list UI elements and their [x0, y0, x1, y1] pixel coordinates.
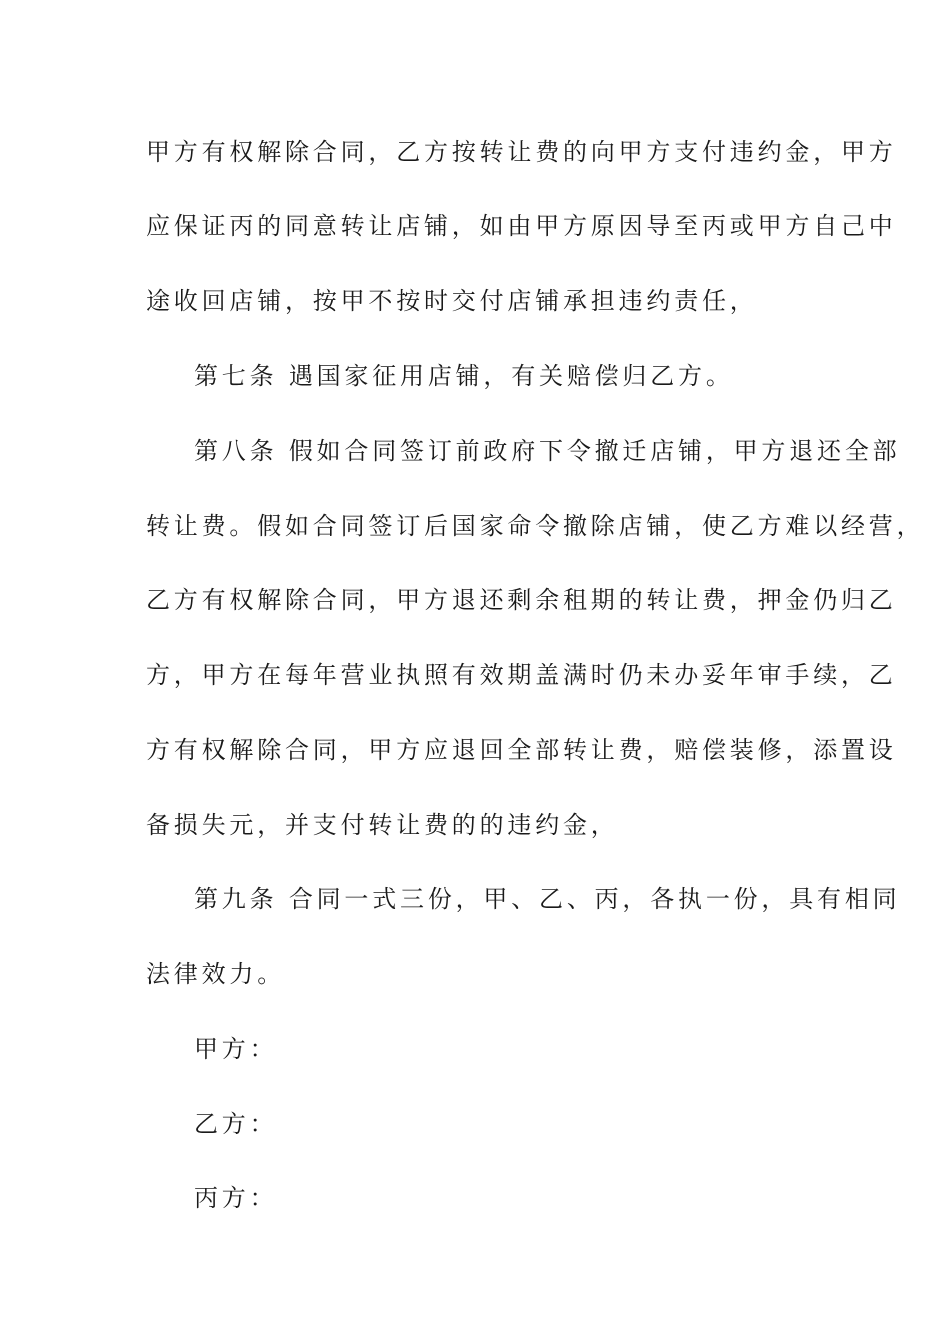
body-line: 法律效力。	[146, 960, 285, 988]
body-line: 方有权解除合同，甲方应退回全部转让费，赔偿装修，添置设	[146, 736, 897, 764]
signature-party-c: 丙方：	[194, 1184, 278, 1212]
article-8: 第八条 假如合同签订前政府下令撤迁店铺，甲方退还全部	[194, 437, 901, 465]
signature-party-b: 乙方：	[194, 1110, 278, 1138]
body-line: 乙方有权解除合同，甲方退还剩余租期的转让费，押金仍归乙	[146, 586, 897, 614]
body-line: 应保证丙的同意转让店铺，如由甲方原因导至丙或甲方自己中	[146, 212, 897, 240]
body-line: 甲方有权解除合同，乙方按转让费的向甲方支付违约金，甲方	[146, 138, 897, 166]
body-line: 转让费。假如合同签订后国家命令撤除店铺，使乙方难以经营，	[146, 512, 925, 540]
body-line: 方，甲方在每年营业执照有效期盖满时仍未办妥年审手续，乙	[146, 661, 897, 689]
body-line: 备损失元，并支付转让费的的违约金，	[146, 811, 619, 839]
body-line: 途收回店铺，按甲不按时交付店铺承担违约责任，	[146, 287, 758, 315]
article-7: 第七条 遇国家征用店铺，有关赔偿归乙方。	[194, 362, 734, 390]
article-9: 第九条 合同一式三份，甲、乙、丙，各执一份，具有相同	[194, 885, 901, 913]
signature-party-a: 甲方：	[194, 1035, 278, 1063]
